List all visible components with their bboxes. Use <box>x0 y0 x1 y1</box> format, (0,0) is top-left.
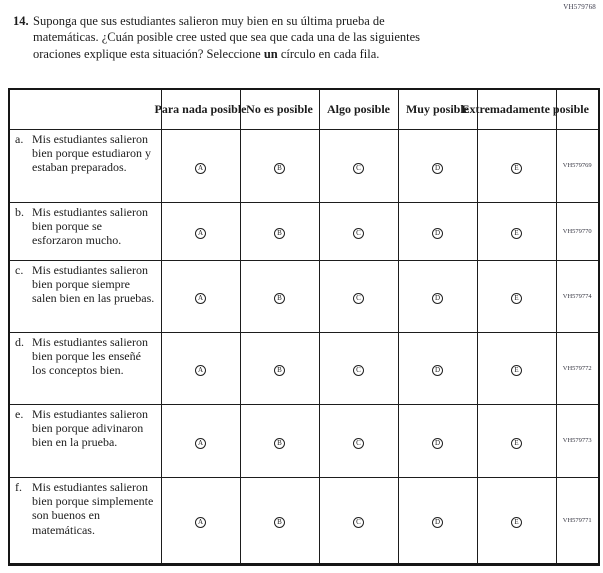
response-circle-a[interactable]: A <box>195 365 206 376</box>
response-circle-d[interactable]: D <box>432 293 443 304</box>
table-row-d <box>9 332 599 404</box>
option-cell <box>240 404 319 477</box>
response-circle-e[interactable]: E <box>511 438 522 449</box>
option-cell <box>161 332 240 404</box>
option-cell <box>240 332 319 404</box>
row-statement: Mis estudiantes salieron bien porque simplemente son buenos en matemáticas. <box>32 479 154 537</box>
response-circle-d[interactable]: D <box>432 438 443 449</box>
response-circle-a[interactable]: A <box>195 163 206 174</box>
table-row-b <box>9 202 599 260</box>
question-line-2: matemáticas. ¿Cuán posible cree usted que sea que cada una de las siguientes <box>33 30 421 45</box>
response-circle-a[interactable]: A <box>195 293 206 304</box>
response-circle-b[interactable]: B <box>274 293 285 304</box>
table-row-a <box>9 129 599 202</box>
response-circle-b[interactable]: B <box>274 163 285 174</box>
header-row <box>9 89 599 129</box>
row-statement: Mis estudiantes salieron bien porque estudiaron y estaban preparados. <box>32 131 151 175</box>
question-line-3-pre: oraciones explique esta situación? Seleccione <box>33 46 264 61</box>
option-cell <box>477 129 556 202</box>
question-number: 14. <box>13 14 29 28</box>
question-line-1: Suponga que sus estudiantes salieron muy bien en su última prueba de <box>33 14 385 28</box>
row-statement: Mis estudiantes salieron bien porque les enseñé los conceptos bien. <box>32 334 148 378</box>
response-circle-d[interactable]: D <box>432 365 443 376</box>
column-header-label: Muy posible <box>405 101 469 116</box>
option-cell <box>398 202 477 260</box>
question-line-3-post: círculo en cada fila. <box>277 46 380 61</box>
row-statement: Mis estudiantes salieron bien porque siempre salen bien en las pruebas. <box>32 262 155 306</box>
row-stem <box>9 202 161 260</box>
option-cell <box>398 477 477 564</box>
option-cell <box>161 477 240 564</box>
response-circle-c[interactable]: C <box>353 293 364 304</box>
option-cell <box>240 477 319 564</box>
option-cell <box>398 260 477 332</box>
option-cell <box>161 202 240 260</box>
option-cell <box>477 404 556 477</box>
response-circle-a[interactable]: A <box>195 517 206 528</box>
row-stem <box>9 332 161 404</box>
option-cell <box>319 129 398 202</box>
column-header-label: Para nada posible <box>154 101 247 116</box>
item-code: VH579769 <box>556 129 599 202</box>
response-circle-c[interactable]: C <box>353 438 364 449</box>
option-cell <box>319 202 398 260</box>
option-cell <box>319 260 398 332</box>
response-circle-c[interactable]: C <box>353 228 364 239</box>
response-circle-b[interactable]: B <box>274 228 285 239</box>
item-code: VH579771 <box>556 477 599 564</box>
question-line-3-bold: un <box>263 46 278 61</box>
response-circle-b[interactable]: B <box>274 517 285 528</box>
question-text <box>33 13 420 62</box>
response-circle-e[interactable]: E <box>511 293 522 304</box>
option-cell <box>240 129 319 202</box>
response-circle-e[interactable]: E <box>511 228 522 239</box>
question-line-3 <box>33 46 420 62</box>
response-circle-a[interactable]: A <box>195 438 206 449</box>
option-cell <box>161 129 240 202</box>
column-header-label: Extremadamente posible <box>461 101 589 116</box>
response-circle-d[interactable]: D <box>432 163 443 174</box>
option-cell <box>240 260 319 332</box>
row-letter: d. <box>15 334 24 349</box>
row-letter: f. <box>15 479 22 494</box>
option-cell <box>477 260 556 332</box>
response-circle-c[interactable]: C <box>353 163 364 174</box>
response-circle-d[interactable]: D <box>432 228 443 239</box>
row-stem <box>9 477 161 564</box>
table-row-e <box>9 404 599 477</box>
likelihood-response-table <box>8 88 600 566</box>
option-cell <box>319 477 398 564</box>
response-circle-c[interactable]: C <box>353 365 364 376</box>
option-cell <box>398 332 477 404</box>
option-cell <box>477 332 556 404</box>
option-cell <box>161 260 240 332</box>
table-row-c <box>9 260 599 332</box>
column-header-label: No es posible <box>246 101 313 116</box>
response-circle-b[interactable]: B <box>274 438 285 449</box>
form-code: VH579768 <box>563 3 596 11</box>
row-statement: Mis estudiantes salieron bien porque se esforzaron mucho. <box>32 204 148 248</box>
table-row-f <box>9 477 599 564</box>
option-cell <box>240 202 319 260</box>
response-circle-a[interactable]: A <box>195 228 206 239</box>
option-cell <box>398 129 477 202</box>
row-letter: b. <box>15 204 24 219</box>
option-cell <box>477 202 556 260</box>
column-header-label: Algo posible <box>326 101 390 116</box>
option-cell <box>398 404 477 477</box>
option-cell <box>161 404 240 477</box>
row-stem <box>9 404 161 477</box>
response-circle-e[interactable]: E <box>511 163 522 174</box>
column-header-extremadamente-posible <box>461 89 589 129</box>
option-cell <box>477 477 556 564</box>
response-circle-e[interactable]: E <box>511 365 522 376</box>
item-code: VH579770 <box>556 202 599 260</box>
question-block <box>13 13 420 62</box>
row-stem <box>9 260 161 332</box>
row-stem <box>9 129 161 202</box>
response-circle-d[interactable]: D <box>432 517 443 528</box>
empty-stem-header <box>9 89 161 129</box>
item-code: VH579774 <box>556 260 599 332</box>
row-statement: Mis estudiantes salieron bien porque adivinaron bien en la prueba. <box>32 406 148 450</box>
response-circle-b[interactable]: B <box>274 365 285 376</box>
response-circle-e[interactable]: E <box>511 517 522 528</box>
response-circle-c[interactable]: C <box>353 517 364 528</box>
option-cell <box>319 332 398 404</box>
item-code: VH579773 <box>556 404 599 477</box>
option-cell <box>319 404 398 477</box>
row-letter: c. <box>15 262 24 277</box>
row-letter: e. <box>15 406 24 421</box>
row-letter: a. <box>15 131 24 146</box>
item-code: VH579772 <box>556 332 599 404</box>
